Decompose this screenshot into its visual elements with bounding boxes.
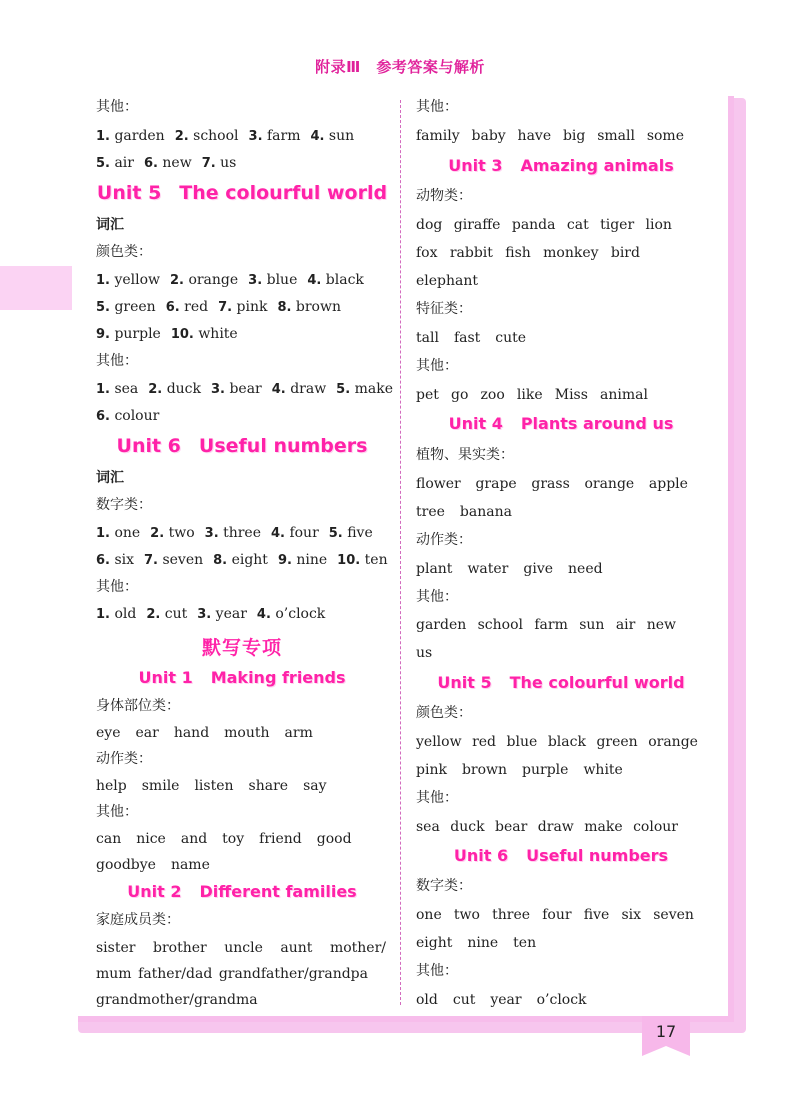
word: plant	[416, 561, 453, 577]
numbered-item	[96, 381, 138, 397]
item-number: 8.	[213, 553, 228, 568]
unit-number: Unit 6	[453, 846, 509, 865]
item-number: 2.	[170, 273, 184, 288]
item-word: seven	[162, 552, 204, 568]
word: zoo	[480, 387, 505, 403]
item-number: 2.	[146, 607, 161, 622]
word: air	[615, 617, 636, 633]
category-label: 其他：	[96, 353, 138, 369]
category-label: 颜色类：	[96, 244, 152, 260]
item-word: colour	[114, 408, 160, 424]
word: mum	[96, 966, 132, 982]
item-word: new	[162, 155, 192, 171]
word: orange	[648, 734, 698, 750]
word-row	[96, 856, 225, 874]
word: white	[583, 762, 623, 778]
item-number: 3.	[248, 273, 263, 288]
word: brother	[152, 940, 207, 956]
unit-heading	[96, 668, 388, 687]
item-word: three	[223, 525, 261, 541]
word: make	[584, 819, 623, 835]
item-word: green	[114, 299, 156, 315]
word: like	[516, 387, 543, 403]
word: six	[621, 907, 642, 923]
category-label: 身体部位类：	[96, 698, 180, 714]
word: brown	[461, 762, 508, 778]
numbered-item	[171, 326, 238, 342]
word: go	[451, 387, 469, 403]
category-label: 其他：	[96, 579, 138, 595]
numbered-item	[213, 552, 268, 568]
word-row	[416, 818, 678, 836]
unit-heading	[96, 435, 388, 457]
item-word: blue	[266, 272, 298, 288]
item-number: 1.	[96, 273, 110, 288]
word: help	[96, 778, 127, 794]
item-word: five	[347, 525, 373, 541]
numbered-row	[96, 127, 364, 146]
category-label: 数字类：	[96, 497, 152, 513]
item-number: 2.	[150, 526, 165, 541]
word: give	[523, 561, 554, 577]
numbered-item	[96, 299, 156, 315]
word-row	[416, 475, 688, 493]
word: giraffe	[453, 217, 501, 233]
unit-title: Amazing animals	[520, 156, 674, 175]
word: uncle	[224, 940, 263, 956]
category-label: 动作类：	[96, 751, 152, 767]
page-header-title: 附录Ⅲ 参考答案与解析	[315, 58, 485, 76]
numbered-item	[197, 606, 247, 622]
numbered-item	[249, 128, 301, 144]
word: four	[542, 907, 572, 923]
word: seven	[653, 907, 694, 923]
unit-number: Unit 4	[448, 414, 503, 433]
word-row	[96, 777, 342, 795]
item-number: 6.	[143, 156, 158, 171]
word-row	[416, 934, 551, 952]
item-number: 5.	[96, 300, 110, 315]
item-number: 1.	[96, 526, 110, 541]
word: friend	[259, 831, 302, 847]
item-number: 7.	[218, 300, 233, 315]
word-row	[416, 244, 640, 262]
numbered-row	[96, 298, 351, 317]
category-label: 其他：	[96, 804, 138, 820]
word: rabbit	[449, 245, 493, 261]
numbered-row	[96, 154, 246, 173]
word: us	[416, 645, 433, 661]
word: banana	[459, 504, 512, 520]
unit-title: The colourful world	[509, 673, 685, 692]
item-word: two	[168, 525, 195, 541]
category-label: 数字类：	[416, 878, 472, 894]
numbered-item	[166, 299, 208, 315]
category-label: 其他：	[416, 99, 458, 115]
item-word: garden	[114, 128, 165, 144]
word: fish	[505, 245, 531, 261]
word: five	[583, 907, 610, 923]
word: elephant	[416, 273, 479, 289]
word: listen	[194, 778, 234, 794]
word: dog	[416, 217, 443, 233]
word-row	[416, 503, 527, 521]
numbered-item	[144, 155, 192, 171]
word: black	[547, 734, 586, 750]
numbered-item	[96, 272, 160, 288]
word: tall	[416, 330, 439, 346]
word: goodbye	[96, 857, 156, 873]
item-word: purple	[114, 326, 161, 342]
word-row	[416, 991, 602, 1009]
word-row	[96, 965, 368, 983]
numbered-row	[96, 605, 335, 624]
numbered-item	[146, 606, 187, 622]
word: animal	[600, 387, 648, 403]
word: share	[248, 778, 289, 794]
word-row	[96, 830, 367, 848]
item-word: sun	[328, 128, 355, 144]
word: nice	[136, 831, 166, 847]
word: ear	[135, 725, 159, 741]
word: have	[517, 128, 552, 144]
item-number: 3.	[204, 526, 219, 541]
word: smile	[141, 778, 180, 794]
item-word: duck	[166, 381, 202, 397]
word: sun	[579, 617, 605, 633]
item-number: 6.	[96, 553, 110, 568]
numbered-item	[175, 128, 239, 144]
unit-number: Unit 5	[96, 182, 162, 204]
item-word: orange	[188, 272, 239, 288]
numbered-item	[218, 299, 267, 315]
word: sea	[416, 819, 440, 835]
item-word: six	[114, 552, 134, 568]
unit-heading	[416, 156, 706, 175]
item-number: 5.	[336, 382, 351, 397]
item-number: 4.	[271, 526, 285, 541]
item-number: 9.	[96, 327, 110, 342]
numbered-item	[96, 606, 136, 622]
unit-number: Unit 3	[448, 156, 503, 175]
word: arm	[284, 725, 313, 741]
word: water	[467, 561, 509, 577]
numbered-item	[337, 552, 387, 568]
word: apple	[648, 476, 688, 492]
word: colour	[633, 819, 678, 835]
word-row	[416, 644, 447, 662]
category-label: 动物类：	[416, 188, 472, 204]
word: family	[416, 128, 460, 144]
item-number: 4.	[256, 607, 271, 622]
item-number: 3.	[197, 607, 212, 622]
word-row	[416, 329, 541, 347]
word-row	[416, 906, 694, 924]
item-word: eight	[231, 552, 268, 568]
numbered-item	[310, 128, 354, 144]
numbered-row	[96, 524, 383, 543]
numbered-item	[96, 525, 140, 541]
word: two	[453, 907, 480, 923]
item-number: 5.	[328, 526, 343, 541]
word: eye	[96, 725, 121, 741]
word: farm	[534, 617, 568, 633]
word: toy	[222, 831, 245, 847]
item-number: 6.	[96, 409, 110, 424]
numbered-item	[307, 272, 364, 288]
item-number: 7.	[144, 553, 158, 568]
item-word: air	[114, 155, 134, 171]
numbered-item	[336, 381, 393, 397]
item-number: 4.	[310, 129, 325, 144]
word: bird	[610, 245, 640, 261]
word-row	[96, 991, 273, 1009]
word: lion	[645, 217, 672, 233]
item-number: 1.	[96, 607, 110, 622]
word: mother/	[329, 940, 386, 956]
word: duck	[450, 819, 485, 835]
category-label: 动作类：	[416, 532, 472, 548]
unit-title: Plants around us	[520, 414, 674, 433]
word: flower	[416, 476, 461, 492]
word: purple	[522, 762, 569, 778]
word: small	[597, 128, 635, 144]
item-word: nine	[296, 552, 328, 568]
word-row	[416, 560, 618, 578]
item-number: 2.	[174, 129, 189, 144]
word: panda	[511, 217, 556, 233]
word: pink	[416, 762, 447, 778]
unit-number: Unit 2	[127, 882, 182, 901]
word: aunt	[280, 940, 313, 956]
column-divider	[400, 100, 401, 1005]
word: big	[562, 128, 586, 144]
item-word: brown	[295, 299, 341, 315]
word: draw	[537, 819, 574, 835]
item-number: 1.	[96, 382, 110, 397]
word-row	[416, 733, 698, 751]
item-number: 9.	[277, 553, 292, 568]
category-label: 颜色类：	[416, 705, 472, 721]
item-number: 4.	[271, 382, 286, 397]
word: nine	[467, 935, 499, 951]
word: fast	[453, 330, 481, 346]
item-word: make	[354, 381, 393, 397]
unit-heading	[416, 414, 706, 433]
item-word: black	[325, 272, 364, 288]
word: pet	[416, 387, 439, 403]
word-row	[416, 127, 684, 145]
word: ten	[513, 935, 537, 951]
word: say	[303, 778, 327, 794]
numbered-item	[202, 155, 237, 171]
item-word: cut	[164, 606, 188, 622]
unit-number: Unit 5	[437, 673, 492, 692]
page-number: 17	[655, 1022, 677, 1041]
numbered-item	[271, 525, 319, 541]
item-word: ten	[364, 552, 388, 568]
numbered-item	[150, 525, 194, 541]
item-word: o’clock	[275, 606, 326, 622]
word: orange	[584, 476, 635, 492]
item-number: 1.	[96, 129, 110, 144]
numbered-item	[248, 272, 297, 288]
word-row	[416, 761, 638, 779]
word-row	[96, 724, 328, 742]
word: name	[170, 857, 210, 873]
numbered-item	[211, 381, 262, 397]
unit-title: The colourful world	[179, 182, 388, 204]
numbered-row	[96, 271, 374, 290]
word: monkey	[543, 245, 599, 261]
word: three	[492, 907, 531, 923]
item-word: draw	[290, 381, 327, 397]
word: blue	[506, 734, 538, 750]
vocab-label: 词汇	[96, 217, 124, 233]
word-row	[96, 939, 386, 957]
numbered-item	[96, 408, 159, 424]
word: year	[490, 992, 522, 1008]
page-number-badge	[642, 1016, 690, 1056]
unit-title: Useful numbers	[198, 435, 368, 457]
word: o’clock	[536, 992, 587, 1008]
word: need	[568, 561, 603, 577]
word: grape	[475, 476, 517, 492]
item-number: 10.	[170, 327, 194, 342]
item-number: 5.	[96, 156, 110, 171]
item-word: one	[114, 525, 141, 541]
word: cat	[566, 217, 589, 233]
word: new	[646, 617, 676, 633]
category-label: 植物、果实类：	[416, 447, 514, 463]
item-word: white	[198, 326, 238, 342]
numbered-row	[96, 551, 398, 570]
word: baby	[471, 128, 506, 144]
numbered-item	[278, 552, 327, 568]
item-word: farm	[266, 128, 301, 144]
category-label: 其他：	[416, 589, 458, 605]
item-word: yellow	[114, 272, 160, 288]
word: cut	[452, 992, 476, 1008]
numbered-item	[329, 525, 373, 541]
item-word: year	[215, 606, 247, 622]
word: red	[472, 734, 497, 750]
side-tab-decoration	[0, 266, 72, 310]
word: school	[477, 617, 524, 633]
unit-title: Making friends	[210, 668, 346, 687]
word: eight	[416, 935, 453, 951]
numbered-item	[170, 272, 238, 288]
word: bear	[495, 819, 528, 835]
word-row	[416, 616, 676, 634]
word: old	[416, 992, 438, 1008]
item-number: 7.	[201, 156, 216, 171]
numbered-item	[277, 299, 341, 315]
numbered-item	[205, 525, 261, 541]
item-number: 2.	[148, 382, 163, 397]
unit-heading	[416, 673, 706, 692]
word: garden	[416, 617, 467, 633]
unit-title: Useful numbers	[526, 846, 669, 865]
word: fox	[416, 245, 438, 261]
word: green	[596, 734, 638, 750]
word: sister	[96, 940, 136, 956]
unit-heading	[96, 182, 388, 204]
word: cute	[495, 330, 527, 346]
item-word: sea	[114, 381, 139, 397]
category-label: 家庭成员类：	[96, 912, 180, 928]
vocab-label: 词汇	[96, 470, 124, 486]
numbered-item	[144, 552, 203, 568]
word: tiger	[600, 217, 635, 233]
word: can	[96, 831, 122, 847]
word: Miss	[554, 387, 588, 403]
word: and	[180, 831, 208, 847]
word-row	[416, 386, 648, 404]
numbered-item	[272, 381, 326, 397]
item-word: old	[114, 606, 137, 622]
category-label: 其他：	[416, 358, 458, 374]
item-word: four	[289, 525, 319, 541]
item-word: school	[193, 128, 239, 144]
word: yellow	[416, 734, 462, 750]
item-number: 4.	[307, 273, 322, 288]
word: grass	[531, 476, 570, 492]
unit-number: Unit 6	[116, 435, 181, 457]
category-label: 其他：	[416, 963, 458, 979]
word-row	[416, 216, 672, 234]
word: mouth	[224, 725, 270, 741]
numbered-item	[257, 606, 325, 622]
unit-number: Unit 1	[138, 668, 193, 687]
word: good	[316, 831, 352, 847]
dictation-section-title: 默写专项	[201, 637, 282, 659]
numbered-row	[96, 325, 248, 344]
word: hand	[173, 725, 210, 741]
item-word: red	[184, 299, 209, 315]
numbered-item	[96, 326, 161, 342]
numbered-row	[96, 380, 403, 399]
numbered-item	[96, 155, 134, 171]
category-label: 特征类：	[416, 301, 472, 317]
word: father/dad	[138, 966, 213, 982]
unit-heading	[416, 846, 706, 865]
item-word: bear	[229, 381, 262, 397]
word: grandfather/grandpa	[218, 966, 368, 982]
numbered-item	[148, 381, 201, 397]
item-number: 3.	[248, 129, 263, 144]
item-number: 6.	[165, 300, 180, 315]
unit-heading	[96, 882, 388, 901]
word: tree	[416, 504, 445, 520]
word: some	[646, 128, 684, 144]
item-number: 8.	[277, 300, 292, 315]
numbered-row	[96, 407, 169, 426]
item-number: 3.	[211, 382, 225, 397]
category-label: 其他：	[416, 790, 458, 806]
item-word: us	[220, 155, 237, 171]
other-label: 其他：	[96, 99, 138, 115]
word: one	[416, 907, 442, 923]
item-word: pink	[236, 299, 268, 315]
unit-title: Different families	[199, 882, 357, 901]
numbered-item	[96, 128, 165, 144]
item-number: 10.	[337, 553, 361, 568]
numbered-item	[96, 552, 134, 568]
word: grandmother/grandma	[96, 992, 258, 1008]
word-row	[416, 272, 493, 290]
